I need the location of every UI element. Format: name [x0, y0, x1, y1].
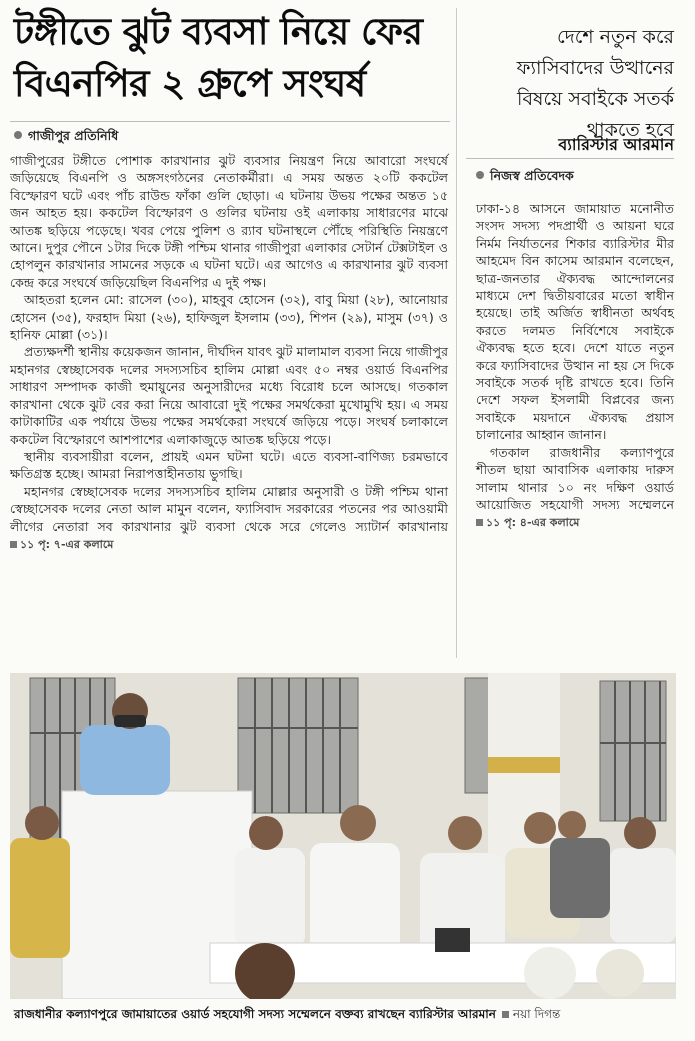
- paragraph: ঢাকা-১৪ আসনে জামায়াত মনোনীত সংসদ সদস্য পদপ্রার্থী ও আয়না ঘরে নির্মম নির্যাতনের শিকার ব্যারিস্টার মীর আহমেদ বিন কাসেম আরমান বলেছেন, ছাত্র-জনতার ঐক্যবদ্ধ আন্দোলনের মাধ্যমে দেশ দ্বিতীয়বারের মতো স্বাধীন হয়েছে। তাই অর্জিত স্বাধীনতা অর্থবহ করতে দলমত নির্বিশেষে সবাইকে ঐক্যবদ্ধ হতে হবে। দেশে যাতে নতুন করে ফ্যাসিবাদের উত্থান না হয় সে দিকে সবাইকে সতর্ক দৃষ্টি রাখতে হবে। তিনি দেশে সফল ইসলামী বিপ্লবের জন্য সবাইকে ময়দানে ঐক্যবদ্ধ প্রয়াস চালানোর আহ্বান জানান।: [476, 201, 674, 443]
- photo-caption: রাজধানীর কল্যাণপুরে জামায়াতের ওয়ার্ড সহযোগী সদস্য সম্মেলনে বক্তব্য রাখছেন ব্যারিস্টার আরমান নয়া দিগন্ত: [14, 1007, 561, 1021]
- meeting-photo-illustration: [10, 673, 676, 999]
- square-icon: [502, 1011, 509, 1018]
- bullet-icon: [14, 131, 22, 139]
- paragraph: মহানগর স্বেচ্ছাসেবক দলের সদস্যসচিব হালিম মোল্লার অনুসারী ও টঙ্গী পশ্চিম থানা স্বেচ্ছাসেবক দলের নেতা আল মামুন বলেন, ফ্যাসিবাদ সরকারের পতনের পর আওয়ামী লীগের নেতারা সব কারখানার ঝুট ব্যবসা থেকে সরে গেলেও স্যাটার্ন কারখানায় ১১ পৃ: ৭-এর কলামে: [10, 483, 448, 551]
- main-byline: গাজীপুর প্রতিনিধি: [14, 128, 118, 148]
- square-icon: [476, 519, 483, 526]
- main-headline-line2: বিএনপির ২ গ্রুপে সংঘর্ষ: [14, 62, 366, 105]
- paragraph: প্রত্যক্ষদর্শী স্থানীয় কয়েকজন জানান, দীর্ঘদিন যাবৎ ঝুট মালামাল ব্যবসা নিয়ে গাজীপুর মহানগর স্বেচ্ছাসেবক দলের সদস্যসচিব হালিম মোল্লা এবং ৫০ নম্বর ওয়ার্ড বিএনপির সাধারণ সম্পাদক কাজী হুমায়ুনের অনুসারীদের মধ্যে বিরোধ চলে আসছে। গতকাল কারখানা থেকে ঝুট বের করা নিয়ে আবারো দুই পক্ষের সমর্থকেরা মুখোমুখি হয়। এ সময় কাটাকাটির এক পর্যায়ে উভয় পক্ষের সমর্থকেরা সংঘর্ষে জড়িয়ে পড়ে। সংঘর্ষ চলাকালে ককটেল বিস্ফোরণে আশপাশের এলাকাজুড়ে আতঙ্ক ছড়িয়ে পড়ে।: [10, 344, 448, 447]
- side-article-body: [476, 200, 674, 532]
- bullet-icon: [476, 171, 484, 179]
- paragraph: গাজীপুরের টঙ্গীতে পোশাক কারখানার ঝুট ব্যবসার নিয়ন্ত্রণ নিয়ে আবারো সংঘর্ষে জড়িয়েছে বিএনপি ও অঙ্গসংগঠনের নেতাকর্মীরা। এ সময় অন্তত ২০টি ককটেল বিস্ফোরণ ঘটে এবং পাঁচ রাউন্ড ফাঁকা গুলি ছোড়া। এ ঘটনায় উভয় পক্ষের অন্তত ১৫ জন আহত হয়। ককটেল বিস্ফোরণ ও গুলির ঘটনায় ওই এলাকায় সাধারণের মাঝে আতঙ্ক ছড়িয়ে পড়েছে। খবর পেয়ে পুলিশ ও র‌্যাব ঘটনাস্থলে পৌঁছে পরিস্থিতি নিয়ন্ত্রণে আনে। দুপুর পৌনে ১টার দিকে টঙ্গী পশ্চিম থানার গাজীপুরা এলাকার সেটার্ন টেক্সটাইল ও হোপলুন কারখানার সামনের সড়কে এ ঘটনা ঘটে। এর আগেও এ কারখানার ঝুট ব্যবসা কেন্দ্র করে সংঘর্ষে জড়িয়েছিল বিএনপির এ দুই পক্ষ।: [10, 153, 448, 290]
- column-divider: [456, 8, 457, 658]
- main-rule: [10, 121, 450, 122]
- side-headline: দেশে নতুন করে ফ্যাসিবাদের উত্থানের বিষয়ে সবাইকে সতর্ক থাকতে হবে: [516, 26, 674, 141]
- side-rule: [466, 158, 674, 159]
- main-article-body: [10, 152, 448, 553]
- continued-link[interactable]: ১১ পৃ: ৪-এর কলামে: [476, 516, 579, 529]
- photo-source: নয়া দিগন্ত: [512, 1007, 561, 1021]
- main-headline: [14, 6, 444, 110]
- side-author: ব্যারিস্টার আরমান: [558, 135, 674, 154]
- paragraph: স্থানীয় ব্যবসায়ীরা বলেন, প্রায়ই এমন ঘটনা ঘটে। এতে ব্যবসা-বাণিজ্য চরমভাবে ক্ষতিগ্রস্ত হচ্ছে। আমরা নিরাপত্তাহীনতায় ভুগছি।: [10, 448, 448, 482]
- news-photo: [10, 673, 676, 999]
- paragraph: আহতরা হলেন মো: রাসেল (৩০), মাহবুব হোসেন (৩২), বাবু মিয়া (২৮), আনোয়ার হোসেন (৩৫), ফরহাদ মিয়া (২৬), হাফিজুল ইসলাম (৩৩), শিপন (২৯), মাসুম (৩৭) ও হানিফ মোল্লা (৩১)।: [10, 292, 448, 343]
- continued-link[interactable]: ১১ পৃ: ৭-এর কলামে: [10, 538, 113, 551]
- side-byline: নিজস্ব প্রতিবেদক: [476, 168, 574, 188]
- square-icon: [10, 541, 17, 548]
- paragraph: গতকাল রাজধানীর কল্যাণপুরে শীতল ছায়া আবাসিক এলাকায় দারুস সালাম থানার ১০ নং দক্ষিণ ওয়ার্ড আয়োজিত সহযোগী সদস্য সম্মেলনে ১১ পৃ: ৪-এর কলামে: [476, 444, 674, 530]
- main-headline-line1: টঙ্গীতে ঝুট ব্যবসা নিয়ে ফের: [14, 10, 423, 53]
